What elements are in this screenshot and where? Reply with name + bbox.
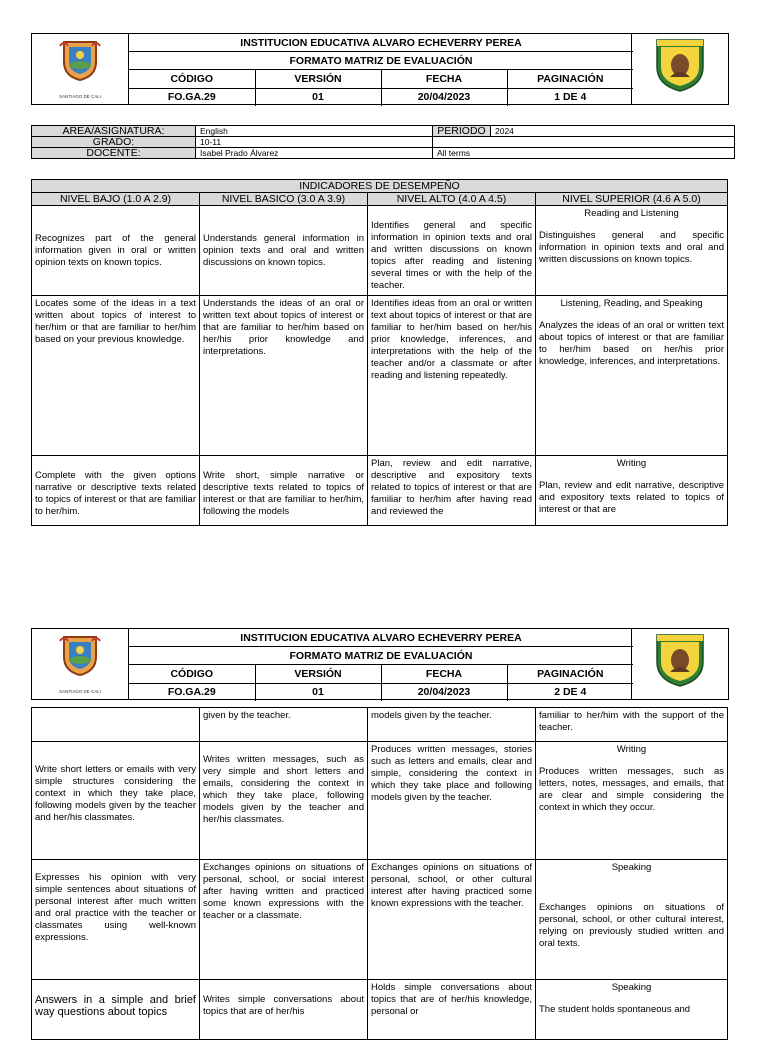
indicators-table-page1: [31, 179, 728, 526]
fecha-value: 20/04/2023: [381, 683, 507, 701]
school-name: INSTITUCION EDUCATIVA ALVARO ECHEVERRY PEREA: [129, 34, 633, 52]
cali-coat-of-arms-icon: [58, 633, 102, 682]
left-logo-caption: SANTIAGO DE CALI: [58, 94, 101, 99]
level-alto: NIVEL ALTO (4.0 A 4.5): [368, 193, 536, 206]
school-shield-icon: [654, 632, 706, 693]
indicator-cell: Understands general information in opinion texts and oral and written discussions on known topics.: [200, 206, 368, 296]
skill-label: Speaking: [611, 862, 652, 873]
paginacion-label: PAGINACIÓN: [507, 665, 633, 683]
indicator-cell: [32, 708, 200, 742]
school-logo-right: [631, 628, 729, 700]
periodo-label: PERIODO: [433, 126, 491, 137]
indicator-text: Plan, review and edit narrative, descriptive and expository texts related to topics of interest or that are: [539, 480, 724, 515]
indicator-cell: Locates some of the ideas in a text written about topics of interest to her/him or that are familiar to her/him based on your previous knowledge.: [32, 296, 200, 456]
skill-label: Writing: [616, 458, 647, 469]
indicator-text: Distinguishes general and specific information in opinion texts and oral and written discussions on known topics.: [539, 230, 724, 265]
indicator-cell: [536, 206, 728, 296]
codigo-label: CÓDIGO: [129, 665, 255, 683]
fecha-label: FECHA: [381, 665, 507, 683]
indicator-text: Produces written messages, such as letters, notes, messages, and emails, that are clear and simple considering the context in which they occur.: [539, 766, 724, 813]
docente-label: DOCENTE:: [32, 148, 196, 159]
school-shield-icon: [654, 37, 706, 98]
skill-label: Speaking: [611, 982, 652, 993]
codigo-value: FO.GA.29: [129, 683, 255, 701]
indicator-cell: Complete with the given options narrative or descriptive texts related to topics of interest or that are familiar to her/him.: [32, 456, 200, 526]
school-logo-left: [31, 628, 129, 700]
indicators-title: INDICADORES DE DESEMPEÑO: [32, 180, 728, 193]
indicator-cell: Understands the ideas of an oral or written text about topics of interest or that are familiar to her/him based on her/his prior knowledge and interpretations.: [200, 296, 368, 456]
indicator-cell: [536, 456, 728, 526]
indicator-cell: models given by the teacher.: [368, 708, 536, 742]
area-label: AREA/ASIGNATURA:: [32, 126, 196, 137]
indicator-cell: Writes written messages, such as very simple and short letters and emails, considering the context in which they take place, following models given by the teacher and her/his classmates.: [200, 742, 368, 860]
periodo-value: 2024: [491, 126, 735, 137]
version-label: VERSIÓN: [255, 70, 381, 88]
indicator-cell: Exchanges opinions on situations of personal, school, or other cultural interest after having practiced some known expressions with the teacher.: [368, 860, 536, 980]
indicator-cell: Produces written messages, stories such as letters and emails, clear and simple, considering the context in which they take place and following models given by the teacher.: [368, 742, 536, 860]
indicator-cell: familiar to her/him with the support of the teacher.: [536, 708, 728, 742]
indicator-cell: Identifies ideas from an oral or written text about topics of interest or that are familiar to her/him based on her/his prior knowledge, inferences, and interpretations with the help of the teacher and/or a classmate or after reading and listening repeatedly.: [368, 296, 536, 456]
indicator-cell: Identifies general and specific information in opinion texts and oral and written discussions on known topics after reading and listening several times or with the help of the teacher.: [368, 206, 536, 296]
indicator-text: Analyzes the ideas of an oral or written text about topics of interest or that are familiar to her/him based on her/his prior knowledge, inferences, and interpretations.: [539, 320, 724, 367]
school-logo-right: [631, 33, 729, 105]
version-value: 01: [255, 683, 381, 701]
skill-label: Listening, Reading, and Speaking: [560, 298, 703, 309]
indicator-cell: Exchanges opinions on situations of personal, school, or social interest after having written and practiced some known expressions with the teacher or a classmate.: [200, 860, 368, 980]
paginacion-label: PAGINACIÓN: [507, 70, 633, 88]
left-logo-caption: SANTIAGO DE CALI: [58, 689, 101, 694]
header-table: [128, 628, 632, 700]
page-number: 2 DE 4: [507, 683, 633, 701]
indicator-cell: [536, 860, 728, 980]
indicator-cell: [536, 980, 728, 1040]
indicator-cell: Expresses his opinion with very simple sentences about situations of personal interest after much written and oral practice with the teacher or classmates using well-known expressions.: [32, 860, 200, 980]
indicator-cell: given by the teacher.: [200, 708, 368, 742]
page2-header: [31, 628, 729, 700]
fecha-value: 20/04/2023: [381, 88, 507, 106]
version-label: VERSIÓN: [255, 665, 381, 683]
indicator-cell: Holds simple conversations about topics that are of her/his knowledge, personal or: [368, 980, 536, 1040]
page1-header: [31, 33, 729, 105]
terms-value: All terms: [433, 148, 735, 159]
cali-coat-of-arms-icon: [58, 38, 102, 87]
skill-label: Writing: [616, 744, 647, 755]
page-number: 1 DE 4: [507, 88, 633, 106]
indicator-cell: Writes simple conversations about topics that are of her/his: [200, 980, 368, 1040]
indicator-cell: Plan, review and edit narrative, descriptive and expository texts related to topics of interest or that are familiar to her/him after having read and reviewed the: [368, 456, 536, 526]
format-title: FORMATO MATRIZ DE EVALUACIÓN: [129, 52, 633, 70]
indicator-cell: Write short, simple narrative or descriptive texts related to topics of interest or that are familiar to her/him, following the models: [200, 456, 368, 526]
docente-value: Isabel Prado Álvarez: [196, 148, 433, 159]
version-value: 01: [255, 88, 381, 106]
format-title: FORMATO MATRIZ DE EVALUACIÓN: [129, 647, 633, 665]
indicator-cell: [536, 742, 728, 860]
grado-value: 10-11: [196, 137, 433, 148]
grado-label: GRADO:: [32, 137, 196, 148]
school-logo-left: [31, 33, 129, 105]
indicator-cell: Write short letters or emails with very simple structures considering the context in which they take place, following models given by the teacher and her/his classmates.: [32, 742, 200, 860]
codigo-label: CÓDIGO: [129, 70, 255, 88]
level-superior: NIVEL SUPERIOR (4.6 A 5.0): [536, 193, 728, 206]
indicator-text: Exchanges opinions on situations of personal, school, or other cultural interest, relying on previously studied written and oral texts.: [539, 902, 724, 949]
header-table: [128, 33, 632, 105]
indicator-cell: [536, 296, 728, 456]
skill-label: Reading and Listening: [584, 208, 679, 219]
codigo-value: FO.GA.29: [129, 88, 255, 106]
fecha-label: FECHA: [381, 70, 507, 88]
info-table: [31, 125, 735, 159]
indicator-cell: Answers in a simple and brief way questions about topics: [32, 980, 200, 1040]
area-value: English: [196, 126, 433, 137]
level-bajo: NIVEL BAJO (1.0 A 2.9): [32, 193, 200, 206]
indicator-text: The student holds spontaneous and: [539, 1004, 691, 1015]
level-basico: NIVEL BASICO (3.0 A 3.9): [200, 193, 368, 206]
indicators-table-page2: [31, 707, 728, 1040]
indicator-cell: Recognizes part of the general information given in oral or written opinion texts on known topics.: [32, 206, 200, 296]
school-name: INSTITUCION EDUCATIVA ALVARO ECHEVERRY PEREA: [129, 629, 633, 647]
